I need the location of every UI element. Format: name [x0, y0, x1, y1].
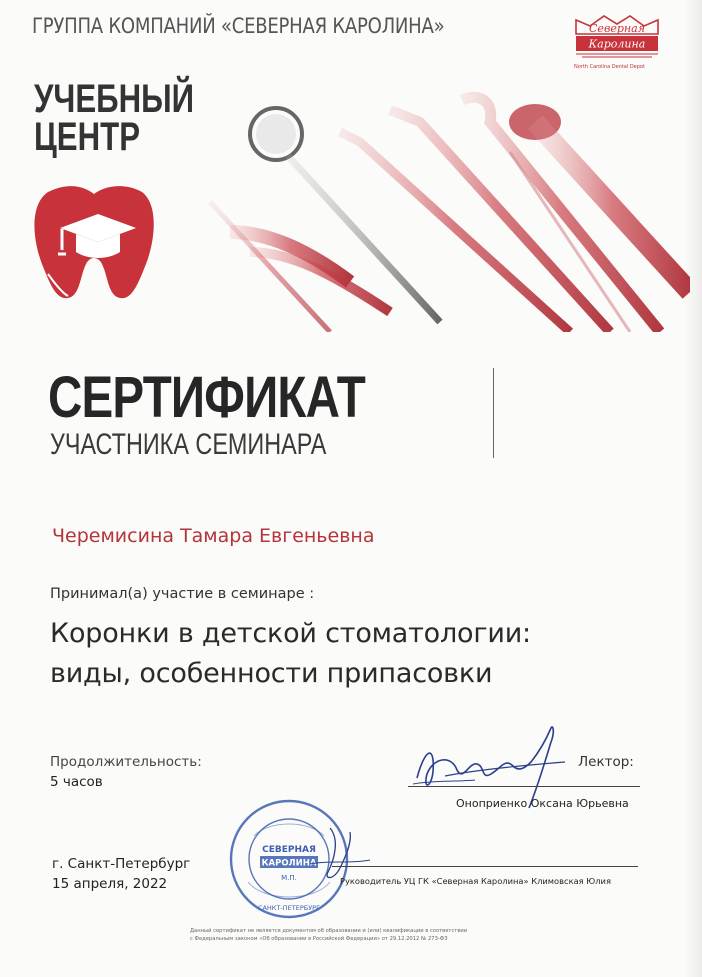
certificate-title: СЕРТИФИКАТ: [48, 365, 366, 430]
footnote-line1: Данный сертификат не является документом об образовании и (или) квалификации в соответствии: [190, 928, 468, 934]
city: г. Санкт-Петербург: [52, 856, 191, 872]
stamp-center-line2: КАРОЛИНА: [261, 858, 317, 869]
lector-name: Оноприенко Оксана Юрьевна: [456, 797, 629, 810]
lector-signature-line: [408, 786, 640, 787]
stamp-bottom: САНКТ-ПЕТЕРБУРГ: [257, 904, 321, 912]
seminar-title-line1: Коронки в детской стоматологии:: [50, 618, 531, 649]
brand-logo-tagline: North Carolina Dental Depot: [574, 64, 645, 70]
participant-name: Черемисина Тамара Евгеньевна: [52, 525, 375, 547]
stamp-center-line1: СЕВЕРНАЯ: [262, 845, 316, 855]
director-line: Руководитель УЦ ГК «Северная Каролина» Климовская Юлия: [340, 876, 611, 886]
group-header: ГРУППА КОМПАНИЙ «СЕВЕРНАЯ КАРОЛИНА»: [32, 14, 445, 38]
tooth-graduation-cap-icon: [28, 178, 160, 306]
training-center-title-line2: ЦЕНТР: [34, 115, 141, 159]
brand-logo-line1: Северная: [589, 22, 645, 35]
vertical-divider: [493, 368, 494, 458]
training-center-title-line1: УЧЕБНЫЙ: [34, 77, 195, 121]
director-signature-line: [332, 866, 638, 867]
date: 15 апреля, 2022: [52, 876, 168, 892]
stamp-mp: М.П.: [281, 874, 297, 882]
duration-label: Продолжительность:: [50, 754, 202, 770]
participation-label: Принимал(а) участие в семинаре :: [50, 586, 315, 602]
footnote-line2: с Федеральным законом «Об образовании в Российской Федерации» от 29.12.2012 № 273-ФЗ: [190, 936, 448, 942]
brand-logo: [562, 12, 672, 74]
seminar-title-line2: виды, особенности припасовки: [50, 658, 493, 689]
brand-logo-line2: Каролина: [588, 37, 646, 51]
duration-value: 5 часов: [50, 774, 103, 790]
lector-label: Лектор:: [578, 754, 634, 770]
dental-instruments-illustration: [190, 82, 690, 332]
certificate-subtitle: УЧАСТНИКА СЕМИНАРА: [50, 428, 327, 461]
